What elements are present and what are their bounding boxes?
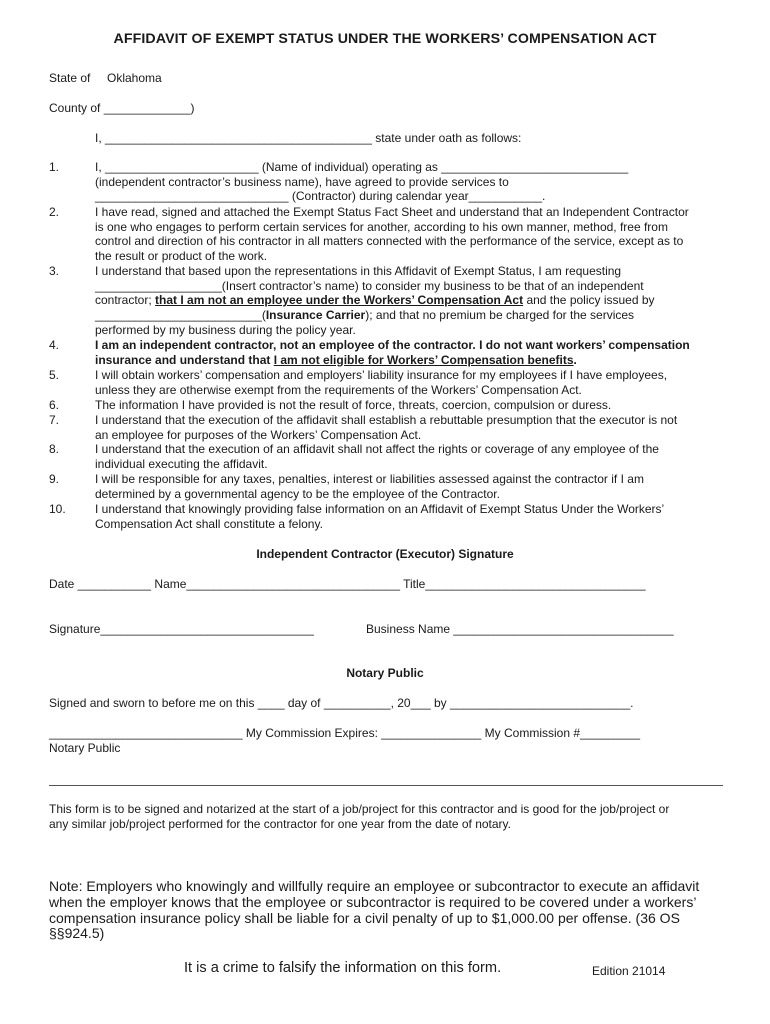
note-line: any similar job/project performed for the contractor for one year from the date of notary.	[49, 816, 511, 831]
note-line: This form is to be signed and notarized at the start of a job/project for this contractor and is good for the job/project or	[49, 802, 670, 816]
item-line: determined by a governmental agency to be the employee of the Contractor.	[95, 486, 500, 501]
item-text: and the policy issued by	[523, 293, 655, 308]
item-line: unless they are otherwise exempt from the requirements of the Workers’ Compensation Act.	[95, 382, 582, 397]
item-line: an employee for purposes of the Workers’ Compensation Act.	[95, 427, 422, 442]
document-title: AFFIDAVIT OF EXEMPT STATUS UNDER THE WORKERS’ COMPENSATION ACT	[113, 31, 657, 47]
sworn-line[interactable]: Signed and sworn to before me on this ____ day of __________, 20___ by ___________________________.	[49, 696, 634, 710]
employer-penalty-note	[49, 879, 699, 942]
insurance-carrier-label: Insurance Carrier	[265, 308, 366, 323]
note-line: §§924.5)	[49, 925, 105, 942]
note-line: compensation insurance policy shall be liable for a civil penalty of up to $1,000.00 per offense. (36 OS	[49, 909, 680, 926]
item-text: contractor;	[95, 293, 156, 308]
list-item	[95, 160, 735, 204]
item-line: I will obtain workers’ compensation and employers’ liability insurance for my employees if I have employees,	[95, 368, 668, 382]
commission-line[interactable]: _____________________________ My Commission Expires: _______________ My Commission #_________	[49, 726, 641, 740]
notary-public-label: Notary Public	[49, 741, 121, 755]
edition-label: Edition 21014	[592, 964, 666, 978]
item-number: 6.	[49, 398, 60, 412]
item-number: 1.	[49, 160, 60, 174]
form-usage-note	[49, 802, 669, 831]
item-text: _________________________(	[95, 308, 266, 323]
item-line: the result or product of the work.	[95, 249, 268, 264]
list-item	[95, 264, 735, 338]
item-line: individual executing the affidavit.	[95, 456, 268, 471]
item-line	[95, 353, 735, 368]
item-line: I, _______________________ (Name of individual) operating as ____________________________	[95, 160, 629, 174]
list-item	[95, 472, 735, 501]
signature-field[interactable]: Signature________________________________	[49, 622, 314, 636]
business-name-field[interactable]: Business Name _________________________________	[366, 622, 674, 636]
note-line: Note: Employers who knowingly and willfully require an employee or subcontractor to execute an affidavit	[49, 878, 700, 894]
item-number: 9.	[49, 472, 60, 486]
crime-warning: It is a crime to falsify the information on this form.	[184, 960, 502, 976]
item-text: insurance and understand that	[95, 352, 274, 367]
item-line: is one who engages to perform certain services for another, according to his own manner, method, free from	[95, 219, 668, 234]
list-item	[95, 205, 735, 264]
item-line: I am an independent contractor, not an employee of the contractor. I do not want workers’ compensation	[95, 338, 690, 352]
item-line: I will be responsible for any taxes, penalties, interest or liabilities assessed against the contractor if I am	[95, 472, 644, 486]
item-line: _____________________________ (Contractor) during calendar year___________.	[95, 189, 546, 204]
list-item	[95, 368, 735, 397]
item-line: control and direction of his contractor in all matters connected with the performance of the service, except as to	[95, 234, 684, 249]
item-line: I have read, signed and attached the Exempt Status Fact Sheet and understand that an Independent Contractor	[95, 205, 689, 219]
item-number: 4.	[49, 338, 60, 352]
item-line: I understand that knowingly providing false information on an Affidavit of Exempt Status Under the Workers’	[95, 502, 665, 516]
list-item	[95, 413, 735, 442]
date-name-title-line[interactable]: Date ___________ Name________________________________ Title_________________________________	[49, 577, 646, 591]
state-value: Oklahoma	[107, 71, 162, 85]
item-line: I understand that based upon the representations in this Affidavit of Exempt Status, I am requesting	[95, 264, 622, 278]
item-line: I understand that the execution of an affidavit shall not affect the rights or coverage of any employee of the	[95, 442, 659, 456]
list-item	[95, 338, 735, 367]
item-text: ); and that no premium be charged for the services	[365, 308, 635, 323]
item-number: 3.	[49, 264, 60, 278]
item-line: ___________________(Insert contractor’s name) to consider my business to be that of an independent	[95, 278, 644, 293]
executor-signature-heading: Independent Contractor (Executor) Signature	[256, 547, 514, 561]
item-number: 7.	[49, 413, 60, 427]
item-line: (independent contractor’s business name), have agreed to provide services to	[95, 174, 509, 189]
note-line: when the employer knows that the employee or subcontractor is required to be covered under a workers’	[49, 893, 697, 910]
item-line: I understand that the execution of the affidavit shall establish a rebuttable presumption that the executor is not	[95, 413, 678, 427]
item-number: 5.	[49, 368, 60, 382]
item-line	[95, 293, 735, 308]
item-line: performed by my business during the policy year.	[95, 322, 356, 337]
item-line: The information I have provided is not the result of force, threats, coercion, compulsion or duress.	[95, 398, 612, 412]
item-line: Compensation Act shall constitute a felony.	[95, 516, 323, 531]
item-number: 8.	[49, 442, 60, 456]
notary-heading: Notary Public	[346, 666, 424, 680]
county-line: County of _____________)	[49, 101, 195, 115]
section-divider	[49, 785, 723, 786]
item-text: .	[573, 352, 577, 367]
list-item	[95, 442, 735, 471]
item-number: 2.	[49, 205, 60, 219]
not-employee-emphasis: that I am not an employee under the Workers’ Compensation Act	[155, 293, 524, 308]
list-item	[95, 398, 735, 413]
list-item	[95, 502, 735, 531]
oath-line: I, ________________________________________ state under oath as follows:	[95, 131, 522, 145]
item-line	[95, 308, 735, 323]
not-eligible-emphasis: I am not eligible for Workers’ Compensation benefits	[273, 352, 574, 367]
item-number: 10.	[49, 502, 66, 516]
state-label: State of	[49, 71, 91, 85]
